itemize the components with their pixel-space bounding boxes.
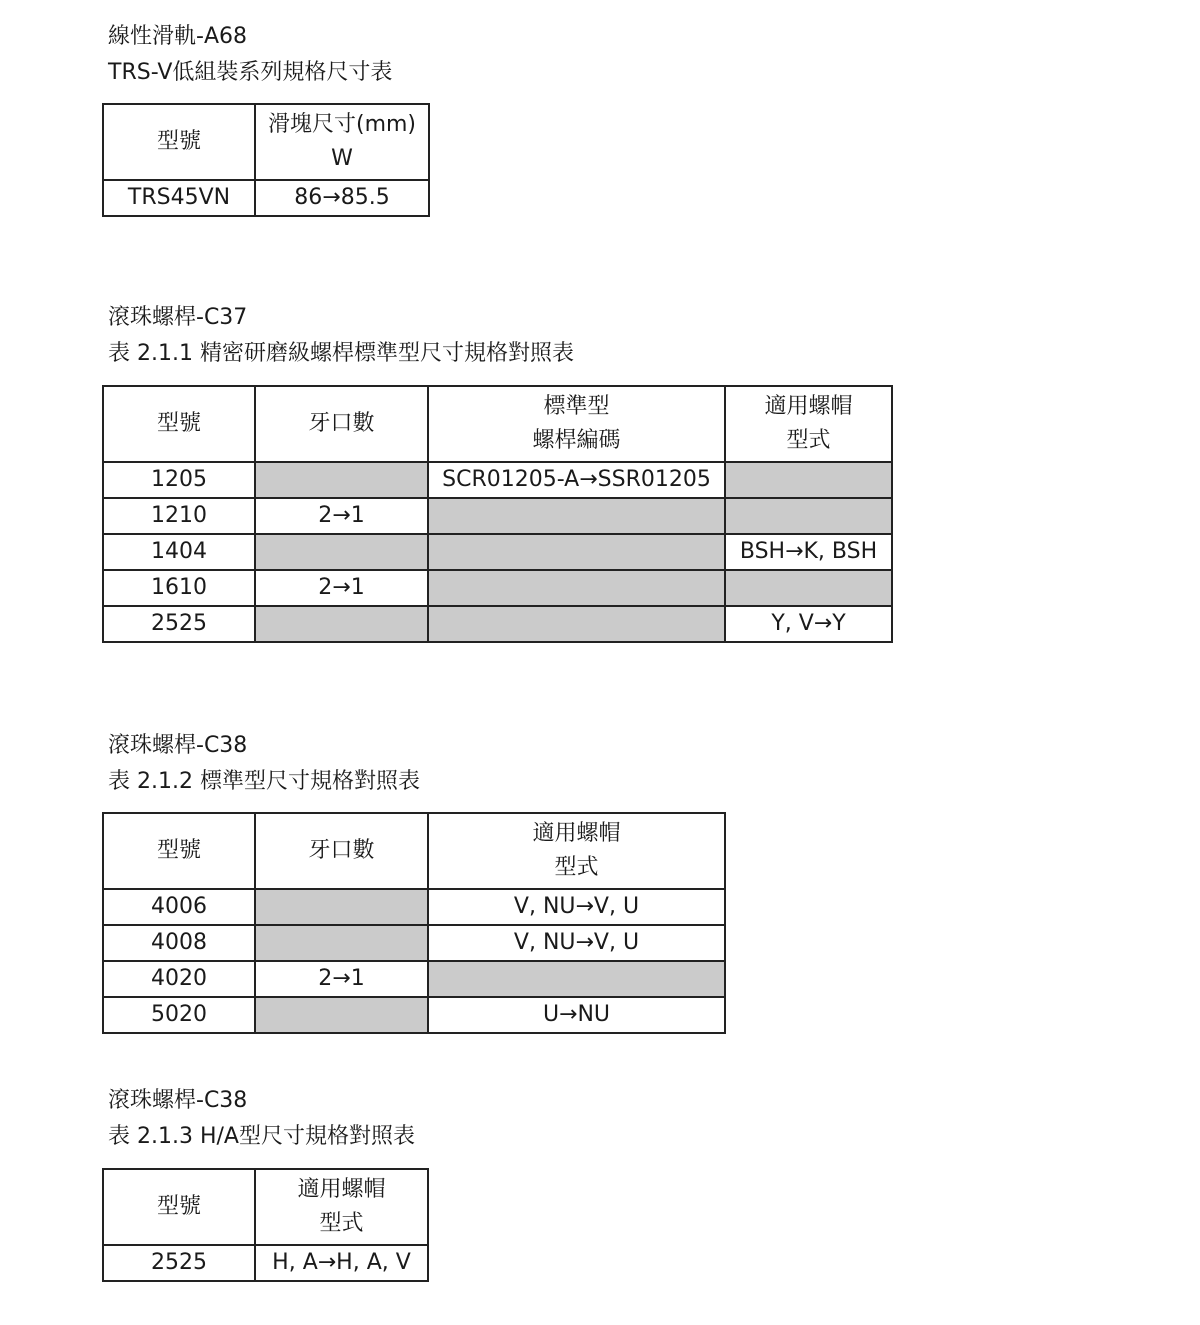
cell-screw-code: [428, 534, 725, 570]
table-header-row: [103, 813, 725, 889]
cell-model: 1205: [103, 462, 255, 498]
table-row: [103, 1245, 428, 1281]
cell-model: 1210: [103, 498, 255, 534]
cell-screw-code: [428, 606, 725, 642]
standard-screw-spec-table: [102, 812, 726, 1034]
cell-threads: 2→1: [255, 498, 428, 534]
header-block-size-line2: W: [331, 146, 353, 171]
cell-model: 4008: [103, 925, 255, 961]
section2-subtitle: 表 2.1.1 精密研磨級螺桿標準型尺寸規格對照表: [108, 341, 574, 366]
header-model: 型號: [103, 386, 255, 462]
cell-threads: [255, 462, 428, 498]
cell-nut-type: [725, 462, 892, 498]
table-row: [103, 534, 892, 570]
cell-screw-code: [428, 570, 725, 606]
table-row: [103, 180, 429, 216]
cell-nut-type: V, NU→V, U: [428, 925, 725, 961]
cell-threads: 2→1: [255, 570, 428, 606]
cell-model: 4006: [103, 889, 255, 925]
cell-nut-type: V, NU→V, U: [428, 889, 725, 925]
cell-threads: [255, 606, 428, 642]
table-row: [103, 925, 725, 961]
cell-nut-type: H, A→H, A, V: [255, 1245, 428, 1281]
table-row: [103, 889, 725, 925]
table-row: [103, 498, 892, 534]
header-model: 型號: [103, 104, 255, 180]
table-row: [103, 961, 725, 997]
cell-model: 1610: [103, 570, 255, 606]
header-block-size: [255, 104, 429, 180]
cell-threads: 2→1: [255, 961, 428, 997]
section4-subtitle: 表 2.1.3 H/A型尺寸規格對照表: [108, 1124, 415, 1149]
table-row: [103, 462, 892, 498]
header-thread-count: 牙口數: [255, 386, 428, 462]
cell-threads: [255, 925, 428, 961]
header-screw-code-line1: 標準型: [543, 394, 610, 419]
precision-screw-spec-table: [102, 385, 893, 643]
section3-subtitle: 表 2.1.2 標準型尺寸規格對照表: [108, 769, 420, 794]
linear-guide-spec-table: [102, 103, 430, 217]
table-row: [103, 570, 892, 606]
header-model: 型號: [103, 1169, 255, 1245]
header-nut-type-line2: 型式: [319, 1211, 364, 1236]
header-nut-type-line2: 型式: [554, 855, 599, 880]
cell-model: 2525: [103, 1245, 255, 1281]
header-nut-type-line1: 適用螺帽: [297, 1177, 386, 1202]
cell-screw-code: SCR01205-A→SSR01205: [428, 462, 725, 498]
header-model: 型號: [103, 813, 255, 889]
header-nut-type-line2: 型式: [786, 428, 831, 453]
section3-title: 滾珠螺桿-C38: [108, 733, 248, 758]
header-nut-type: [725, 386, 892, 462]
header-screw-code: [428, 386, 725, 462]
cell-nut-type: [428, 961, 725, 997]
cell-model: 4020: [103, 961, 255, 997]
section1-subtitle: TRS-V低組裝系列規格尺寸表: [108, 60, 393, 85]
cell-threads: [255, 997, 428, 1033]
header-nut-type-line1: 適用螺帽: [532, 821, 621, 846]
cell-nut-type: [725, 570, 892, 606]
table-header-row: [103, 104, 429, 180]
cell-threads: [255, 534, 428, 570]
header-thread-count: 牙口數: [255, 813, 428, 889]
cell-width: 86→85.5: [255, 180, 429, 216]
header-block-size-line1: 滑塊尺寸(mm): [267, 112, 417, 137]
section4-title: 滾珠螺桿-C38: [108, 1088, 248, 1113]
cell-screw-code: [428, 498, 725, 534]
cell-nut-type: U→NU: [428, 997, 725, 1033]
cell-nut-type: [725, 498, 892, 534]
header-nut-type: [255, 1169, 428, 1245]
cell-model: 5020: [103, 997, 255, 1033]
header-screw-code-line2: 螺桿編碼: [532, 428, 621, 453]
table-header-row: [103, 386, 892, 462]
cell-model: 1404: [103, 534, 255, 570]
cell-model: TRS45VN: [103, 180, 255, 216]
cell-nut-type: BSH→K, BSH: [725, 534, 892, 570]
table-row: [103, 606, 892, 642]
header-nut-type: [428, 813, 725, 889]
ha-screw-spec-table: [102, 1168, 429, 1282]
table-header-row: [103, 1169, 428, 1245]
table-row: [103, 997, 725, 1033]
section1-title: 線性滑軌-A68: [108, 24, 247, 49]
cell-model: 2525: [103, 606, 255, 642]
cell-nut-type: Y, V→Y: [725, 606, 892, 642]
header-nut-type-line1: 適用螺帽: [764, 394, 853, 419]
cell-threads: [255, 889, 428, 925]
section2-title: 滾珠螺桿-C37: [108, 305, 248, 330]
